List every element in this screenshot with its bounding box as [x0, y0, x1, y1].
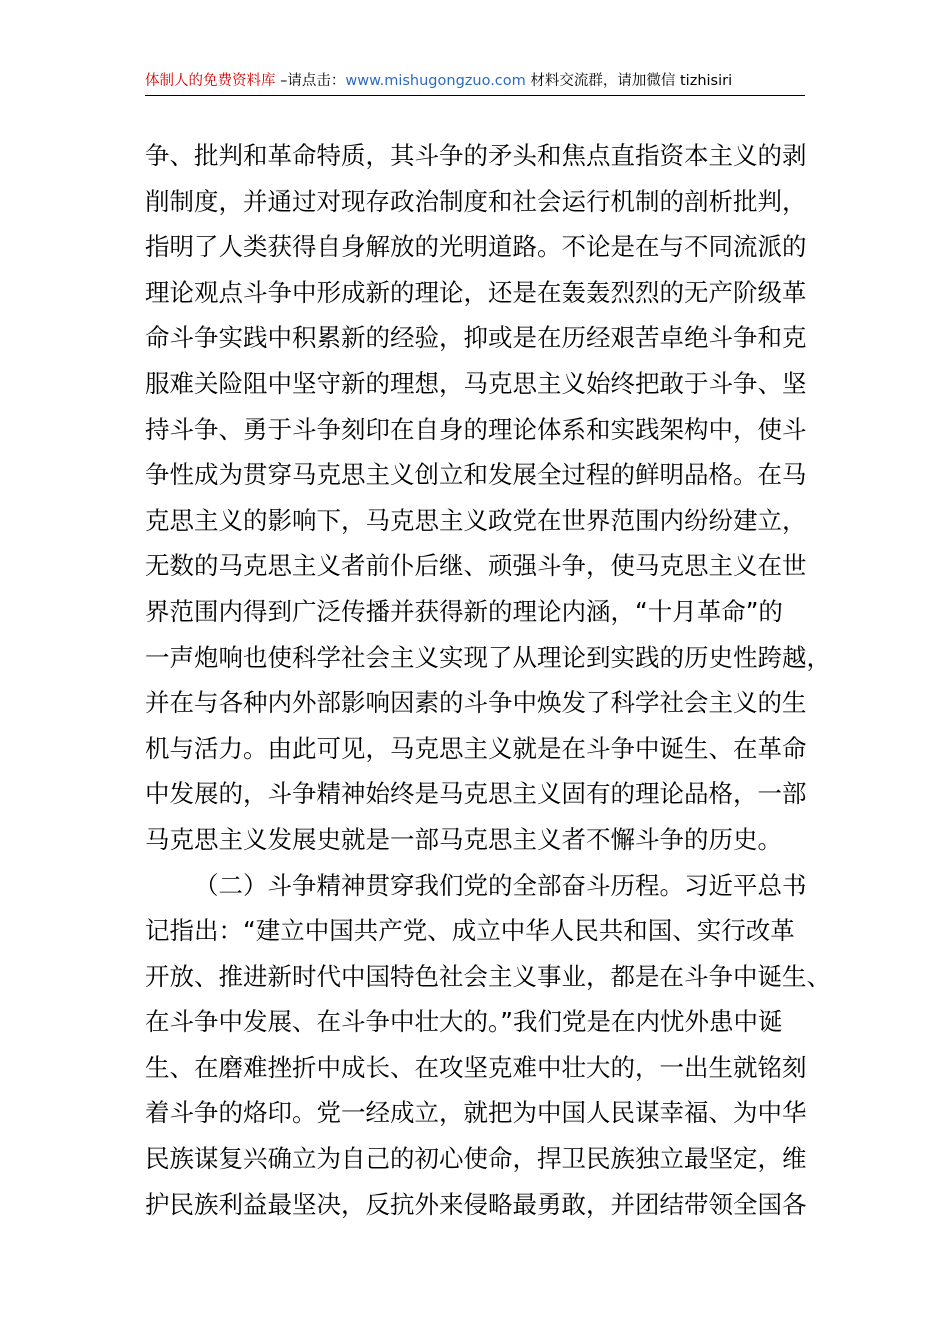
- header-url-link[interactable]: www.mishugongzuo.com: [345, 73, 526, 89]
- text-line: 克思主义的影响下，马克思主义政党在世界范围内纷纷建立，: [145, 505, 807, 535]
- header-contact: 材料交流群，请加微信 tizhisiri: [525, 73, 733, 89]
- header-divider: [145, 95, 805, 96]
- text-line: 服难关险阻中坚守新的理想，马克思主义始终把敢于斗争、坚: [145, 368, 807, 398]
- text-line: 无数的马克思主义者前仆后继、顽强斗争，使马克思主义在世: [145, 551, 807, 581]
- text-line: 中发展的，斗争精神始终是马克思主义固有的理论品格，一部: [145, 779, 807, 809]
- text-line: 机与活力。由此可见，马克思主义就是在斗争中诞生、在革命: [145, 733, 807, 763]
- text-line: 命斗争实践中积累新的经验，抑或是在历经艰苦卓绝斗争和克: [145, 323, 807, 353]
- text-line: 开放、推进新时代中国特色社会主义事业，都是在斗争中诞生、: [145, 961, 831, 991]
- text-line: 并在与各种内外部影响因素的斗争中焕发了科学社会主义的生: [145, 688, 807, 718]
- text-line: 马克思主义发展史就是一部马克思主义者不懈斗争的历史。: [145, 824, 782, 854]
- header-brand: 体制人的免费资料库: [145, 73, 276, 89]
- text-line: 生、在磨难挫折中成长、在攻坚克难中壮大的，一出生就铭刻: [145, 1052, 807, 1082]
- header-separator: –请点击：: [275, 73, 346, 89]
- text-line: 指明了人类获得自身解放的光明道路。不论是在与不同流派的: [145, 232, 807, 262]
- text-line: 在斗争中发展、在斗争中壮大的。”我们党是在内忧外患中诞: [145, 1007, 783, 1037]
- section-heading-line: （二）斗争精神贯穿我们党的全部奋斗历程。习近平总书: [194, 870, 807, 900]
- text-line: 争性成为贯穿马克思主义创立和发展全过程的鲜明品格。在马: [145, 460, 807, 490]
- text-line: 民族谋复兴确立为自己的初心使命，捍卫民族独立最坚定，维: [145, 1144, 807, 1174]
- text-line: 削制度，并通过对现存政治制度和社会运行机制的剖析批判，: [145, 186, 807, 216]
- page-header: [145, 68, 805, 94]
- body-text: [145, 133, 831, 1227]
- text-line: 持斗争、勇于斗争刻印在自身的理论体系和实践架构中，使斗: [145, 414, 807, 444]
- text-line: 理论观点斗争中形成新的理论，还是在轰轰烈烈的无产阶级革: [145, 277, 807, 307]
- text-line: 界范围内得到广泛传播并获得新的理论内涵，“十月革命”的: [145, 596, 783, 626]
- text-line: 记指出：“建立中国共产党、成立中华人民共和国、实行改革: [145, 916, 795, 946]
- text-line: 一声炮响也使科学社会主义实现了从理论到实践的历史性跨越，: [145, 642, 831, 672]
- text-line: 着斗争的烙印。党一经成立，就把为中国人民谋幸福、为中华: [145, 1098, 807, 1128]
- text-line: 争、批判和革命特质，其斗争的矛头和焦点直指资本主义的剥: [145, 141, 807, 170]
- text-line: 护民族利益最坚决，反抗外来侵略最勇敢，并团结带领全国各: [145, 1189, 807, 1219]
